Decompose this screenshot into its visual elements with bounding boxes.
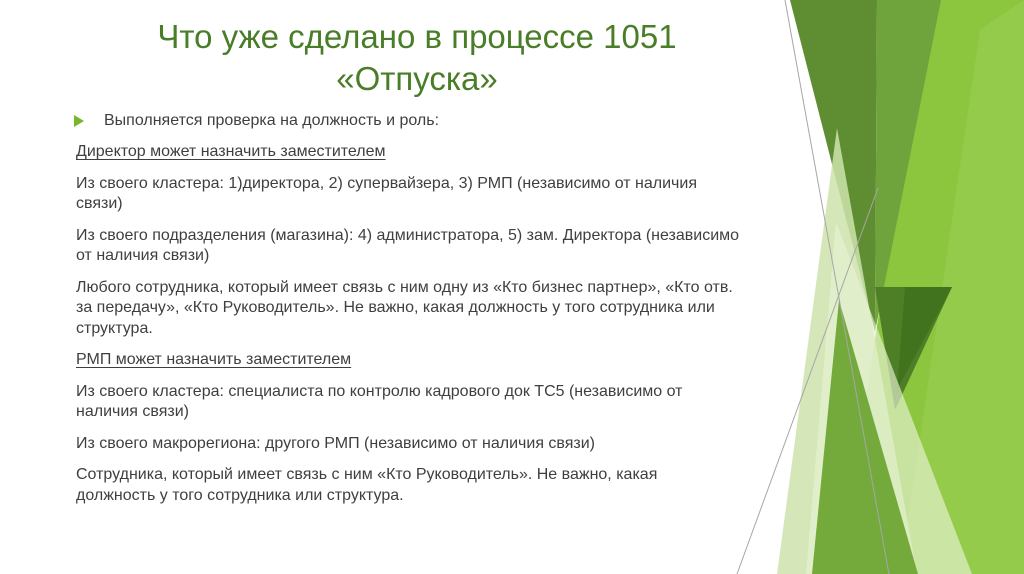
paragraph-check-roles — [76, 111, 740, 131]
bullet-triangle-icon — [74, 115, 84, 127]
title-line-2: «Отпуска» — [336, 59, 498, 97]
paragraph-text: Выполняется проверка на должность и роль: — [104, 112, 440, 129]
title-line-1: Что уже сделано в процессе 1051 — [157, 18, 677, 55]
paragraph-rmp-employee: Сотрудника, который имеет связь с ним «Кто Руководитель». Не важно, какая должность у того сотрудника или структура. — [76, 466, 658, 504]
paragraph-director-any-employee: Любого сотрудника, который имеет связь с ним одну из «Кто бизнес партнер», «Кто отв. за передачу», «Кто Руководитель». Не важно, какая должность у того сотрудника или структура. — [76, 278, 733, 337]
paragraph-director-heading: Директор может назначить заместителем — [76, 143, 386, 161]
paragraph-rmp-macroregion: Из своего макрорегиона: другого РМП (независимо от наличия связи) — [76, 434, 596, 452]
slide-title — [55, 16, 779, 99]
paragraph-rmp-cluster: Из своего кластера: специалиста по контролю кадрового док ТС5 (независимо от наличия связи) — [76, 382, 683, 421]
paragraph-rmp-heading: РМП может назначить заместителем — [76, 351, 352, 369]
paragraph-director-cluster: Из своего кластера: 1)директора, 2) супервайзера, 3) РМП (независимо от наличия связи) — [76, 174, 697, 213]
paragraph-director-division: Из своего подразделения (магазина): 4) администратора, 5) зам. Директора (независимо от наличия связи) — [76, 226, 740, 265]
slide-body — [76, 111, 740, 517]
